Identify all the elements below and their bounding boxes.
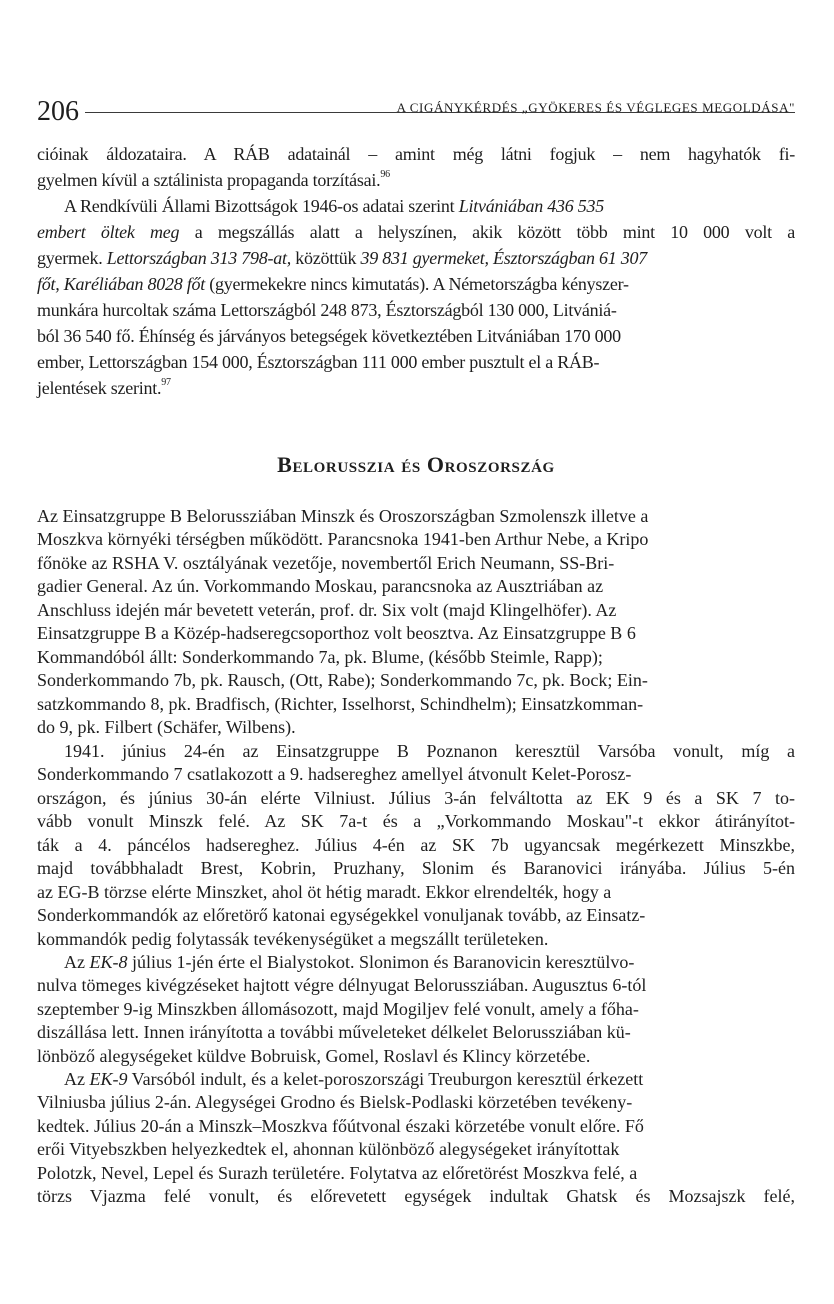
text-line: majd továbbhaladt Brest, Kobrin, Pruzhany, Slonim és Baranovici irányába. Július 5-én <box>37 858 795 879</box>
text-line: kedtek. Július 20-án a Minszk–Moszkva főútvonal északi körzetébe vonult előre. Fő <box>37 1115 644 1136</box>
running-title: A CIGÁNYKÉRDÉS „GYÖKERES ÉS VÉGLEGES MEGOLDÁSA" <box>396 100 795 115</box>
text-line: cióinak áldozataira. A RÁB adatainál – amint még látni fogjuk – nem hagyhatók fi- <box>37 144 795 164</box>
page-number: 206 <box>37 96 79 127</box>
text-line: Sonderkommandók az előretörő katonai egységekkel vonuljanak tovább, az Einsatz- <box>37 905 646 926</box>
text-line: vább vonult Minszk felé. Az SK 7a-t és a „Vorkommando Moskau"-t ekkor átirányítot- <box>37 811 795 832</box>
text-line: do 9, pk. Filbert (Schäfer, Wilbens). <box>37 717 296 738</box>
text-line: Sonderkommando 7 csatlakozott a 9. hadsereghez amellyel átvonult Kelet-Porosz- <box>37 764 632 785</box>
text-line: Az EK-9 Varsóból indult, és a kelet-poroszországi Treuburgon keresztül érkezett <box>64 1069 644 1089</box>
text-line: munkára hurcoltak száma Lettországból 248 873, Észtországból 130 000, Litvániá- <box>37 300 617 320</box>
text-line: lönböző alegységeket küldve Bobruisk, Gomel, Roslavl és Klincy körzetébe. <box>37 1045 591 1066</box>
text-line: 1941. június 24-én az Einsatzgruppe B Poznanon keresztül Varsóba vonult, míg a <box>64 741 795 761</box>
text-line: törzs Vjazma felé vonult, és előrevetett egységek indultak Ghatsk és Mozsajszk felé, <box>37 1186 795 1207</box>
text-line: gadier General. Az ún. Vorkommando Moskau, parancsnoka az Ausztriában az <box>37 576 604 597</box>
text-line: erői Vityebszkben helyezkedtek el, ahonnan különböző alegységeket irányítottak <box>37 1139 620 1160</box>
text-line: ember, Lettországban 154 000, Észtországban 111 000 ember pusztult el a RÁB- <box>37 352 600 372</box>
text-line: Polotzk, Nevel, Lepel és Surazh területére. Folytatva az előretörést Moszkva felé, a <box>37 1162 638 1183</box>
paragraph-4 <box>37 740 795 951</box>
text-line: Az EK-8 július 1-jén érte el Bialystokot. Slonimon és Baranovicin keresztülvo- <box>64 952 635 972</box>
text-line: Kommandóból állt: Sonderkommando 7a, pk. Blume, (később Steimle, Rapp); <box>37 646 603 667</box>
text-line: A Rendkívüli Állami Bizottságok 1946-os adatai szerint Litvániában 436 535 <box>64 196 604 216</box>
text-line: Sonderkommando 7b, pk. Rausch, (Ott, Rabe); Sonderkommando 7c, pk. Bock; Ein- <box>37 670 648 691</box>
running-head <box>37 96 795 128</box>
text-line: embert öltek meg a megszállás alatt a helyszínen, akik között több mint 10 000 volt a <box>37 222 795 242</box>
text-line: gyelmen kívül a sztálinista propaganda torzításai.$^{96}$ <box>37 169 390 190</box>
section-title: Belorusszia és Oroszország <box>277 452 555 477</box>
text-line: Moszkva környéki térségben működött. Parancsnoka 1941-ben Arthur Nebe, a Kripo <box>37 529 649 550</box>
text-line: főnöke az RSHA V. osztályának vezetője, novembertől Erich Neumann, SS-Bri- <box>37 552 615 573</box>
text-line: satzkommando 8, pk. Bradfisch, (Richter, Isselhorst, Schindhelm); Einsatzkomman- <box>37 693 644 714</box>
text-line: Az Einsatzgruppe B Belorussziában Minszk és Oroszországban Szmolenszk illetve a <box>37 506 649 526</box>
text-line: diszállása lett. Innen irányította a további műveleteket délkelet Belorussziában kü- <box>37 1022 631 1043</box>
text-line: nulva tömeges kivégzéseket hajtott végre délnyugat Belorussziában. Augusztus 6-tól <box>37 975 647 996</box>
text-line: gyermek. Lettországban 313 798-at, közöttük 39 831 gyermeket, Észtországban 61 307 <box>37 248 647 268</box>
text-line: szeptember 9-ig Minszkben állomásozott, majd Mogiljev felé vonult, amely a főha- <box>37 998 639 1019</box>
text-line: ból 36 540 fő. Éhínség és járványos betegségek következtében Litvániában 170 000 <box>37 326 621 346</box>
text-line: jelentések szerint.$^{97}$ <box>37 377 171 398</box>
paragraph-6 <box>37 1068 795 1209</box>
text-line: az EG-B törzse elérte Minszket, ahol öt hétig maradt. Ekkor elrendelték, hogy a <box>37 881 612 902</box>
paragraph-1 <box>37 141 795 193</box>
footnote-ref-97: 97 <box>161 377 171 388</box>
paragraph-2 <box>37 193 795 401</box>
paragraph-3 <box>37 505 795 740</box>
text-line: Einsatzgruppe B a Közép-hadseregcsoporthoz volt beosztva. Az Einsatzgruppe B 6 <box>37 623 636 644</box>
text-line: kommandók pedig folytassák tevékenységüket a megszállt területeken. <box>37 928 549 949</box>
paragraph-5 <box>37 951 795 1068</box>
footnote-ref-96: 96 <box>380 169 390 180</box>
text-line: Anschluss idején már bevetett veterán, prof. dr. Six volt (majd Klingelhöfer). Az <box>37 599 617 620</box>
text-line: Vilniusba július 2-án. Alegységei Grodno és Bielsk-Podlaski körzetében tevékeny- <box>37 1092 633 1113</box>
text-line: ták a 4. páncélos hadsereghez. Július 4-én az SK 7b ugyancsak megérkezett Minszkbe, <box>37 834 795 855</box>
text-line: országon, és június 30-án elérte Vilniust. Július 3-án felváltotta az EK 9 és a SK 7 to- <box>37 787 795 808</box>
text-line: főt, Karéliában 8028 főt (gyermekekre nincs kimutatás). A Németországba kényszer- <box>37 274 629 294</box>
